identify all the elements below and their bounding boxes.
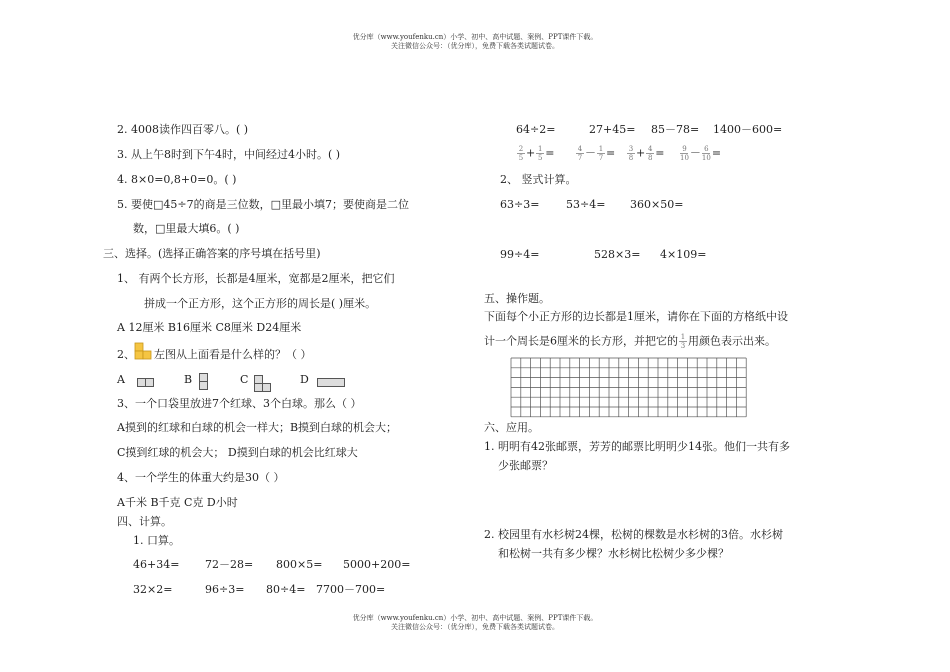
choice-q3-options-line1: A摸到的红球和白球的机会一样大；B摸到白球的机会大； [117, 421, 398, 434]
operate-text-pre: 计一个周长是6厘米的长方形，并把它的 [484, 334, 678, 348]
cube-block [143, 351, 151, 359]
vertical-item: 360×50= [630, 198, 684, 211]
numerator: 2 [518, 145, 524, 153]
fraction [702, 145, 711, 162]
oral-item: 5000+200= [343, 558, 411, 571]
denominator: 10 [680, 154, 689, 162]
choice-q2-number: 2、 [117, 348, 135, 361]
oral-item: 72－28= [205, 558, 254, 571]
footer-line-1: 优分库（www.youfenku.cn）小学、初中、高中试题、案例、PPT课件下载。 [352, 614, 598, 622]
fraction [536, 145, 544, 162]
calc-vertical-subheading: 2、 竖式计算。 [500, 173, 577, 186]
choice-heading: 三、选择。(选择正确答案的序号填在括号里) [103, 247, 321, 260]
operator: － [689, 146, 701, 160]
operate-text-line2 [484, 333, 776, 350]
numerator: 3 [628, 145, 634, 153]
operator: + [526, 146, 536, 160]
choice-q2-option-c-label: C [240, 373, 249, 386]
vertical-item: 4×109= [660, 248, 707, 261]
choice-q1-line1: 1、 有两个长方形，长都是4厘米，宽都是2厘米，把它们 [117, 272, 395, 285]
choice-q3: 3、一个口袋里放进7个红球、3个白球。那么（ ） [117, 397, 362, 410]
fraction [627, 145, 635, 162]
calc-oral-subheading: 1. 口算。 [133, 534, 180, 547]
denominator: 5 [537, 154, 543, 162]
judge-q5-line1: 5. 要使□45÷7的商是三位数，□里最小填7；要使商是二位 [117, 198, 409, 211]
choice-q1-options: A 12厘米 B16厘米 C8厘米 D24厘米 [117, 321, 302, 334]
denominator: 10 [701, 154, 711, 162]
denominator: 8 [647, 154, 653, 162]
header-line-1: 优分库（www.youfenku.cn）小学、初中、高中试题、案例、PPT课件下载。 [352, 33, 598, 41]
equals: = [655, 146, 665, 160]
apply-q2-line1: 2. 校园里有水杉树24棵，松树的棵数是水杉树的3倍。水杉树 [484, 528, 783, 541]
denominator: 8 [628, 154, 634, 162]
square-cell [145, 378, 154, 387]
fraction-item [626, 145, 664, 162]
numerator: 4 [577, 145, 583, 153]
judge-q2: 2. 4008读作四百零八。( ) [117, 123, 249, 136]
choice-q4: 4、一个学生的体重大约是30（ ） [117, 471, 285, 484]
equals: = [545, 146, 555, 160]
vertical-item: 99÷4= [500, 248, 540, 261]
judge-q4: 4. 8×0=0,8+0=0。( ) [117, 173, 237, 186]
fraction-item [679, 145, 721, 162]
fraction-item [516, 145, 554, 162]
oral-item: 1400－600= [713, 123, 783, 136]
choice-q1-line2: 拼成一个正方形，这个正方形的周长是( )厘米。 [144, 297, 377, 310]
calc-heading: 四、计算。 [117, 515, 172, 528]
operator: + [636, 146, 646, 160]
apply-heading: 六、应用。 [484, 421, 539, 434]
fraction-item [575, 145, 615, 162]
equals: = [711, 146, 722, 160]
oral-item: 80÷4= [266, 583, 306, 596]
numerator: 9 [682, 145, 687, 153]
footer-line-2: 关注微信公众号：（优分库），免费下载各类试题试卷。 [391, 623, 559, 631]
fraction [576, 145, 584, 162]
oral-item: 32×2= [133, 583, 173, 596]
cube-block [135, 351, 143, 359]
square-cell [262, 383, 271, 392]
numerator: 1 [598, 145, 604, 153]
numerator: 6 [704, 145, 709, 153]
cube-block [135, 343, 143, 351]
choice-q4-options: A千米 B千克 C克 D小时 [117, 496, 238, 509]
oral-item: 96÷3= [205, 583, 245, 596]
denominator: 3 [680, 342, 686, 350]
oral-item: 7700－700= [316, 583, 386, 596]
fraction [646, 145, 654, 162]
denominator: 5 [518, 154, 524, 162]
oral-item: 27+45= [589, 123, 636, 136]
operator: － [585, 146, 596, 160]
fraction [597, 145, 605, 162]
apply-q1-line2: 少张邮票？ [498, 459, 553, 472]
operate-text-post: 用颜色表示出来。 [688, 334, 776, 348]
operate-heading: 五、操作题。 [484, 292, 550, 305]
denominator: 7 [577, 154, 583, 162]
vertical-item: 63÷3= [500, 198, 540, 211]
cube-figure-icon [133, 341, 153, 361]
oral-item: 85－78= [651, 123, 700, 136]
numerator: 1 [680, 333, 686, 341]
square-grid[interactable] [510, 357, 750, 421]
choice-q2-text: 左图从上面看是什么样的？（ ） [154, 348, 312, 361]
equals: = [606, 146, 616, 160]
numerator: 1 [537, 145, 543, 153]
oral-item: 64÷2= [516, 123, 556, 136]
footer [0, 614, 950, 632]
judge-q5-line2: 数，□里最大填6。( ) [133, 222, 240, 235]
choice-q2-option-a-label: A [117, 373, 125, 386]
choice-q2-option-b-label: B [184, 373, 193, 386]
operate-text-line1: 下面每个小正方形的边长都是1厘米，请你在下面的方格纸中设 [484, 310, 788, 323]
denominator: 7 [598, 154, 604, 162]
apply-q2-line2: 和松树一共有多少棵？水杉树比松树少多少棵？ [498, 547, 729, 560]
numerator: 4 [647, 145, 653, 153]
vertical-item: 53÷4= [566, 198, 606, 211]
header-line-2: 关注微信公众号：（优分库），免费下载各类试题试卷。 [391, 42, 559, 50]
option-d-shape [317, 378, 345, 387]
one-third-fraction [679, 333, 687, 350]
judge-q3: 3. 从上午8时到下午4时，中间经过4小时。( ) [117, 148, 341, 161]
oral-item: 800×5= [276, 558, 323, 571]
header [0, 33, 950, 51]
apply-q1-line1: 1. 明明有42张邮票，芳芳的邮票比明明少14张。他们一共有多 [484, 440, 790, 453]
choice-q2-option-d-label: D [300, 373, 309, 386]
fraction [517, 145, 525, 162]
square-cell [199, 381, 208, 390]
vertical-item: 528×3= [594, 248, 641, 261]
oral-item: 46+34= [133, 558, 180, 571]
fraction [680, 145, 689, 162]
choice-q3-options-line2: C摸到红球的机会大； D摸到白球的机会比红球大 [117, 446, 358, 459]
